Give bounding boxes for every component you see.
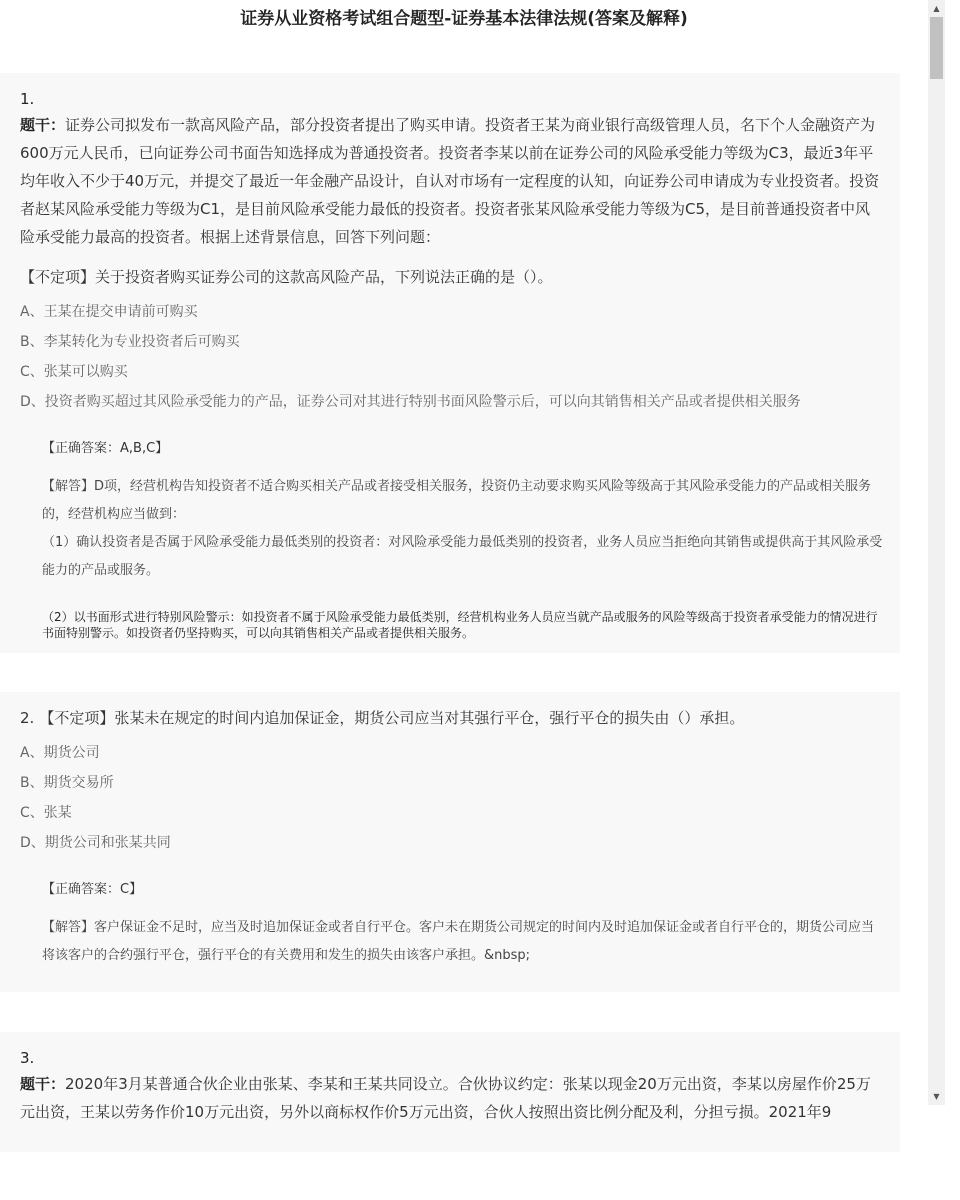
explanation-paragraph: 【解答】客户保证金不足时，应当及时追加保证金或者自行平仓。客户未在期货公司规定的时间内及时追加保证金或者自行平仓的，期货公司应当将该客户的合约强行平仓，强行平仓的有关费用和发生的损失由该客户承担。&nbsp; [42, 920, 875, 963]
option-list [20, 738, 884, 858]
question-text: 【不定项】关于投资者购买证券公司的这款高风险产品，下列说法正确的是（）。 [20, 268, 553, 286]
scroll-up-icon[interactable]: ▲ [933, 4, 940, 13]
scroll-thumb[interactable] [930, 17, 943, 79]
correct-answer: 【正确答案：A,B,C】 [42, 441, 169, 456]
question-number: 1. [20, 90, 35, 108]
question-stem [20, 1070, 884, 1126]
scroll-down-icon[interactable]: ▼ [933, 1092, 940, 1101]
answer-block [42, 880, 884, 970]
question-number: 2. [20, 709, 35, 727]
explanation-paragraph-small: （2）以书面形式进行特别风险警示：如投资者不属于风险承受能力最低类别，经营机构业务人员应当就产品或服务的风险等级高于投资者承受能力的情况进行书面特别警示。如投资者仍坚持购买，可以向其销售相关产品或者提供相关服务。 [42, 610, 878, 640]
option-a[interactable]: A、期货公司 [20, 745, 100, 761]
option-c[interactable]: C、张某 [20, 805, 72, 821]
stem-text: 证券公司拟发布一款高风险产品，部分投资者提出了购买申请。投资者王某为商业银行高级管理人员，名下个人金融资产为600万元人民币，已向证券公司书面告知选择成为普通投资者。投资者李某以前在证券公司的风险承受能力等级为C3，最近3年平均年收入不少于40万元，并提交了最近一年金融产品设计，自认对市场有一定程度的认知，向证券公司申请成为专业投资者。投资者赵某风险承受能力等级为C1，是目前风险承受能力最低的投资者。投资者张某风险承受能力等级为C5，是目前普通投资者中风险承受能力最高的投资者。根据上述背景信息，回答下列问题： [20, 116, 880, 246]
option-b[interactable]: B、期货交易所 [20, 775, 114, 791]
page-title: 证券从业资格考试组合题型-证券基本法律法规(答案及解释) [240, 9, 688, 29]
explanation-paragraph: 【解答】D项，经营机构告知投资者不适合购买相关产品或者接受相关服务，投资仍主动要求购买风险等级高于其风险承受能力的产品或相关服务的，经营机构应当做到： [42, 479, 872, 522]
option-list [20, 297, 884, 417]
question-number: 3. [20, 1049, 35, 1067]
question-card-1 [0, 73, 900, 653]
question-text: 【不定项】张某未在规定的时间内追加保证金，期货公司应当对其强行平仓，强行平仓的损失由（）承担。 [39, 709, 745, 727]
stem-label: 题干： [20, 116, 66, 134]
option-d[interactable]: D、期货公司和张某共同 [20, 835, 171, 851]
stem-label: 题干： [20, 1075, 66, 1093]
vertical-scrollbar[interactable] [928, 0, 945, 1105]
option-d[interactable]: D、投资者购买超过其风险承受能力的产品，证券公司对其进行特别书面风险警示后，可以向其销售相关产品或者提供相关服务 [20, 394, 801, 410]
explanation-paragraph: （1）确认投资者是否属于风险承受能力最低类别的投资者：对风险承受能力最低类别的投资者，业务人员应当拒绝向其销售或提供高于其风险承受能力的产品或服务。 [42, 535, 883, 578]
option-a[interactable]: A、王某在提交申请前可购买 [20, 304, 198, 320]
question-header [20, 706, 884, 730]
option-b[interactable]: B、李某转化为专业投资者后可购买 [20, 334, 240, 350]
question-stem [20, 111, 884, 251]
correct-answer: 【正确答案：C】 [42, 882, 143, 897]
option-c[interactable]: C、张某可以购买 [20, 364, 128, 380]
answer-block [42, 439, 884, 641]
stem-text: 2020年3月某普通合伙企业由张某、李某和王某共同设立。合伙协议约定：张某以现金20万元出资，李某以房屋作价25万元出资，王某以劳务作价10万元出资，另外以商标权作价5万元出资，合伙人按照出资比例分配及利，分担亏损。2021年9 [20, 1075, 871, 1121]
question-card-3 [0, 1032, 900, 1152]
question-card-2 [0, 692, 900, 992]
